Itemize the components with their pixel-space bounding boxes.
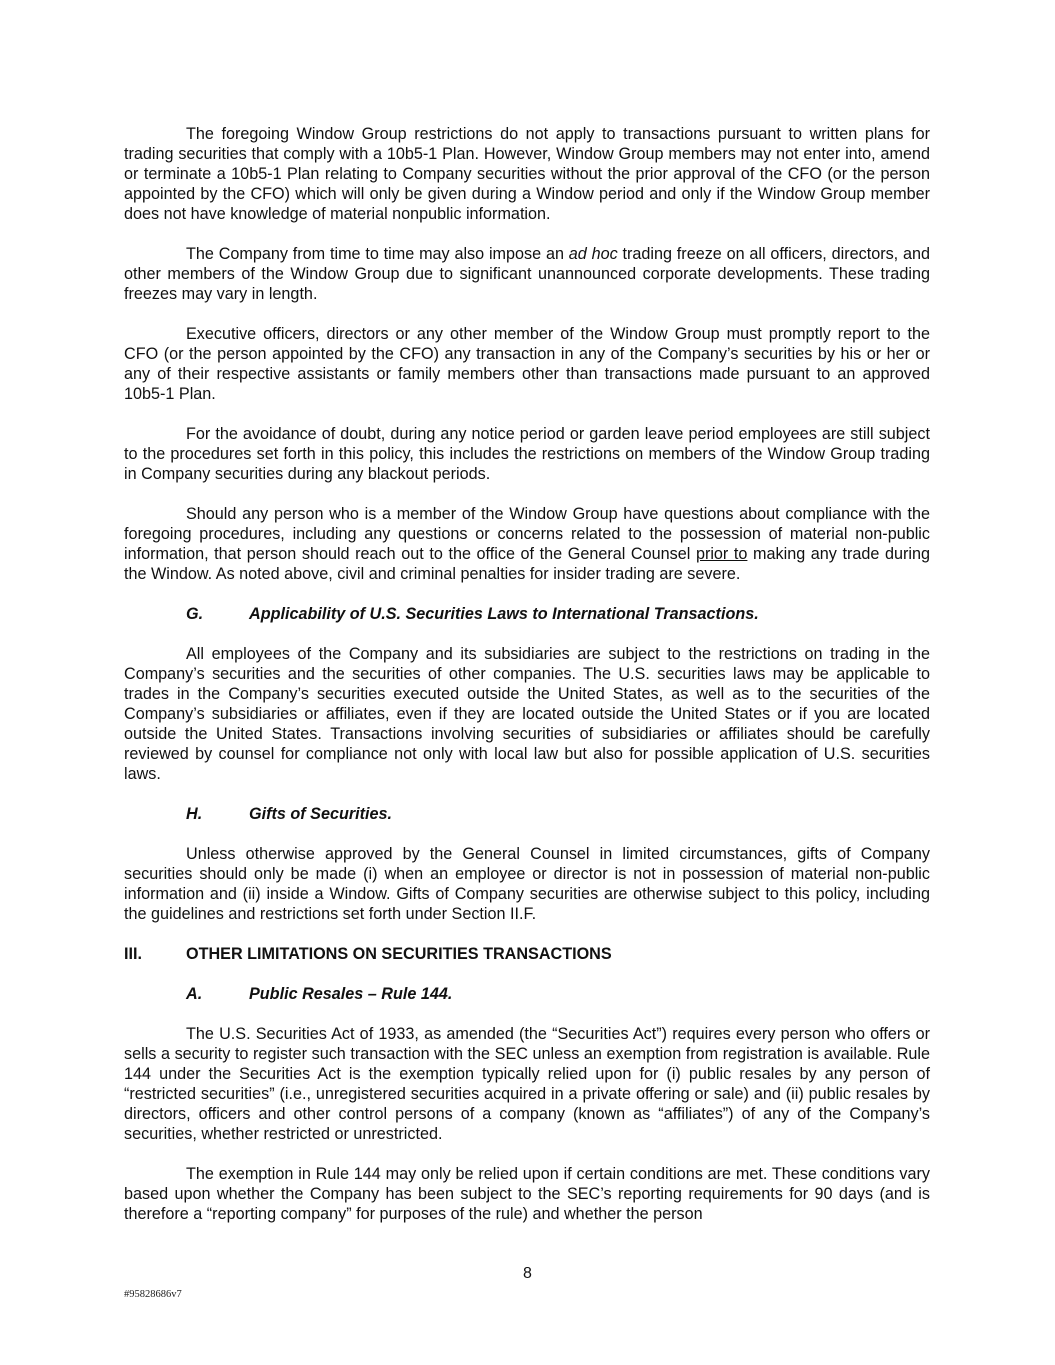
paragraph-compliance-questions [124,504,930,584]
document-id: #95828686v7 [124,1289,182,1300]
section-heading-a [186,984,930,1004]
paragraph-10b5-1-plans: The foregoing Window Group restrictions do not apply to transactions pursuant to written plans for trading securities that comply with a 10b5-1 Plan. However, Window Group members may not enter into, amend or terminate a 10b5-1 Plan relating to Company securities without the prior approval of the CFO (or the person appointed by the CFO) which will only be given during a Window period and only if the Window Group member does not have knowledge of material nonpublic information. [124,125,930,223]
paragraph-international: All employees of the Company and its subsidiaries are subject to the restrictions on trading in the Company’s securities and the securities of other companies. The U.S. securities laws may be applicable to trades in the Company’s securities executed outside the United States, as well as to the securities of the Company’s subsidiaries or affiliates, even if they are located outside the United States or if you are located outside the United States. Transactions involving securities of subsidiaries or affiliates should be carefully reviewed by counsel for compliance not only with local law but also for possible application of U.S. securities laws. [124,645,930,783]
section-title: Applicability of U.S. Securities Laws to International Transactions. [249,605,759,623]
paragraph-text: Should any person who is a member of the Window Group have questions about compliance with the foregoing procedures, including any questions or concerns related to the possession of material non-public information, that person should reach out to the office of the General Counsel [124,505,930,563]
italic-term: ad hoc [568,245,618,263]
paragraph-rule-144-conditions: The exemption in Rule 144 may only be relied upon if certain conditions are met. These conditions vary based upon whether the Company has been subject to the SEC’s reporting requirements for 90 days (and is therefore a “reporting company” for purposes of the rule) and whether the person [124,1165,930,1223]
section-title: OTHER LIMITATIONS ON SECURITIES TRANSACTIONS [186,945,612,963]
paragraph-gifts: Unless otherwise approved by the General Counsel in limited circumstances, gifts of Company securities should only be made (i) when an employee or director is not in possession of material non-public information and (ii) inside a Window. Gifts of Company securities are otherwise subject to this policy, including the guidelines and restrictions set forth under Section II.F. [124,845,930,923]
paragraph-text: trading freeze on all officers, directors, and other members of the Window Group due to significant unannounced corporate developments. These trading freezes may vary in length. [124,245,930,303]
section-number: A. [186,985,203,1003]
section-number: G. [186,605,204,623]
paragraph-garden-leave: For the avoidance of doubt, during any notice period or garden leave period employees are still subject to the procedures set forth in this policy, this includes the restrictions on members of the Window Group trading in Company securities during any blackout periods. [124,425,930,483]
paragraph-reporting-duty: Executive officers, directors or any other member of the Window Group must promptly report to the CFO (or the person appointed by the CFO) any transaction in any of the Company’s securities by his or her or any of their respective assistants or family members other than transactions made pursuant to an approved 10b5-1 Plan. [124,325,930,403]
section-title: Public Resales – Rule 144. [249,985,453,1003]
section-number: H. [186,805,203,823]
page-number: 8 [523,1265,532,1282]
section-heading-g [186,604,930,624]
section-heading-h [186,804,930,824]
section-number: III. [124,945,142,963]
paragraph-text: The Company from time to time may also impose an [186,245,569,263]
section-heading-iii [124,944,930,964]
underlined-term: prior to [695,545,748,563]
paragraph-securities-act: The U.S. Securities Act of 1933, as amended (the “Securities Act”) requires every person who offers or sells a security to register such transaction with the SEC unless an exemption from registration is available. Rule 144 under the Securities Act is the exemption typically relied upon for (i) public resales by any person of “restricted securities” (i.e., unregistered securities acquired in a private offering or sale) and (ii) public resales by directors, officers and other control persons of a company (known as “affiliates”) of any of the Company’s securities, whether restricted or unrestricted. [124,1025,930,1143]
document-page [124,124,930,1244]
section-title: Gifts of Securities. [249,805,393,823]
paragraph-ad-hoc-freeze [124,244,930,304]
paragraph-text: making any trade during the Window. As noted above, civil and criminal penalties for insider trading are severe. [124,545,930,583]
